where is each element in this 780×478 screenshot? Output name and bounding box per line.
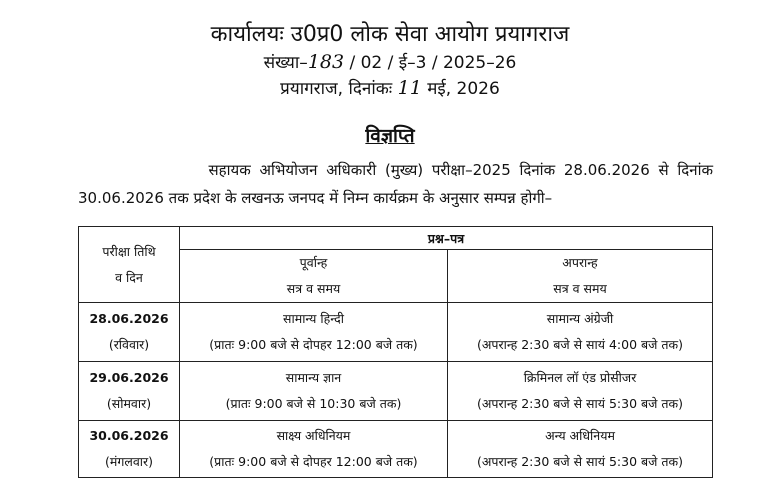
notice-title [0,122,780,148]
forenoon-subject: सामान्य हिन्दी [283,311,344,326]
forenoon-session-label: सत्र व समय [286,281,341,296]
exam-day: (सोमवार) [106,396,152,411]
notice-paragraph-line-1: सहायक अभियोजन अधिकारी (मुख्य) परीक्षा–2025 दिनांक 28.06.2026 से दिनांक [208,161,713,179]
reference-number-handwritten: 183 [307,51,345,73]
exam-day: (रविवार) [108,337,150,352]
forenoon-subject: सामान्य ज्ञान [285,370,342,385]
afternoon-subject: क्रिमिनल लॉ एंड प्रोसीजर [523,370,637,385]
date-day-header [79,227,180,303]
forenoon-cell [180,303,448,362]
exam-date: 29.06.2026 [89,370,169,385]
afternoon-time: (अपरान्ह 2:30 बजे से सायं 5:30 बजे तक) [476,396,684,411]
forenoon-label: पूर्वान्ह [299,255,328,270]
afternoon-cell [448,303,713,362]
reference-number-suffix: / 02 / ई–3 / 2025–26 [349,53,517,73]
date-header-line1: परीक्षा तिथि [102,243,156,259]
reference-number [0,50,780,73]
afternoon-cell [448,362,713,421]
exam-schedule-table [78,226,713,478]
paper-header: प्रश्न–पत्र [180,227,713,250]
afternoon-subject: सामान्य अंग्रेजी [546,311,614,326]
table-row [79,303,713,362]
afternoon-session-label: सत्र व समय [553,281,607,296]
date-suffix: मई, 2026 [427,79,500,99]
date-cell [79,303,180,362]
afternoon-time: (अपरान्ह 2:30 बजे से सायं 5:30 बजे तक) [476,454,684,469]
forenoon-subject: साक्ष्य अधिनियम [276,428,351,443]
afternoon-subject: अन्य अधिनियम [545,428,615,443]
table-row [79,362,713,421]
reference-number-prefix: संख्या– [263,53,308,73]
afternoon-cell [448,421,713,478]
date-handwritten: 11 [397,77,422,99]
afternoon-label: अपरान्ह [562,255,598,270]
forenoon-time: (प्रातः 9:00 बजे से दोपहर 12:00 बजे तक) [209,454,418,469]
date-cell [79,362,180,421]
forenoon-cell [180,421,448,478]
date-header-line2: व दिन [115,269,143,285]
table-header-row [79,227,713,250]
table-row [79,421,713,478]
notice-paragraph-line-2: 30.06.2026 तक प्रदेश के लखनऊ जनपद में निम्न कार्यक्रम के अनुसार सम्पन्न होगी– [78,189,553,207]
place-date-prefix: प्रयागराज, दिनांकः [280,79,393,99]
office-title: कार्यालयः उ0प्र0 लोक सेवा आयोग प्रयागराज [210,22,570,47]
date-cell [79,421,180,478]
forenoon-time: (प्रातः 9:00 बजे से 10:30 बजे तक) [225,396,402,411]
exam-date: 30.06.2026 [89,428,169,443]
afternoon-time: (अपरान्ह 2:30 बजे से सायं 4:00 बजे तक) [476,337,684,352]
exam-day: (मंगलवार) [104,454,154,469]
exam-date: 28.06.2026 [89,311,169,326]
notice-title-text: विज्ञप्ति [365,125,415,147]
place-date [0,76,780,99]
forenoon-cell [180,362,448,421]
forenoon-header [180,250,448,303]
afternoon-header [448,250,713,303]
forenoon-time: (प्रातः 9:00 बजे से दोपहर 12:00 बजे तक) [209,337,418,352]
